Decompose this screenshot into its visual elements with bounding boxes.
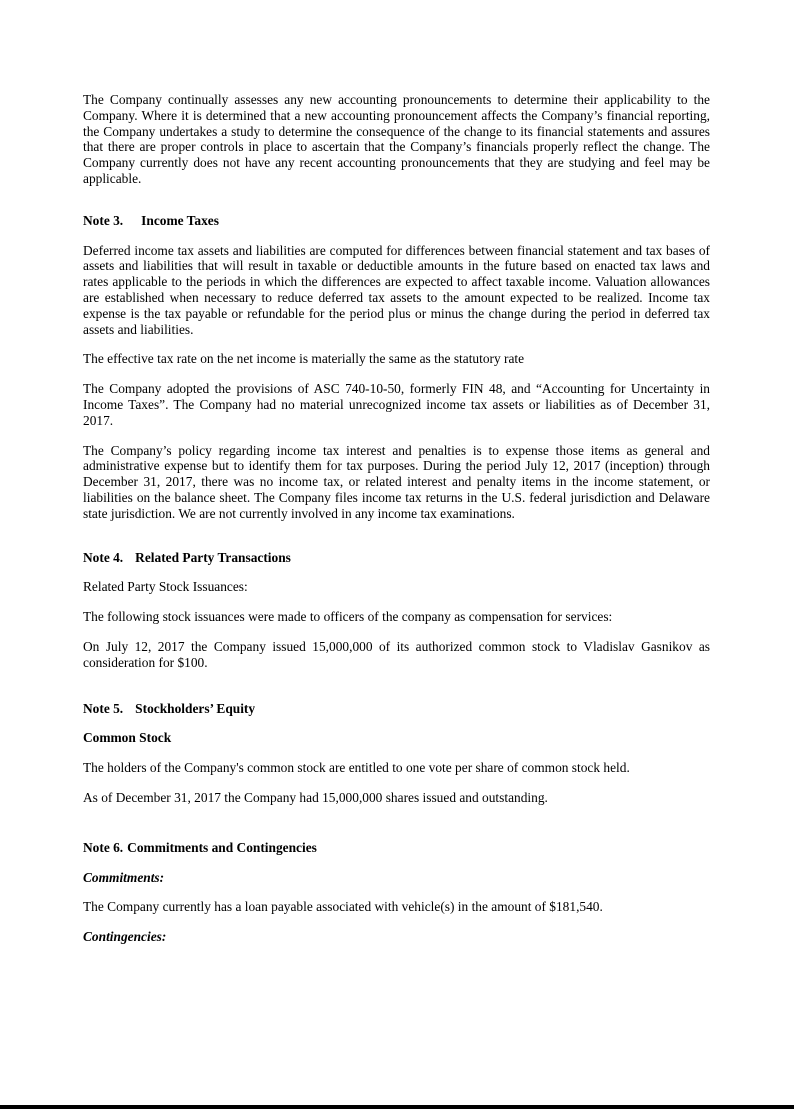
paragraph-stock-issuances-intro: The following stock issuances were made to officers of the company as compensation for services:	[83, 609, 613, 625]
paragraph-accounting-pronouncements: The Company continually assesses any new accounting pronouncements to determine their applicability to the Company. Where it is determined that a new accounting pronouncement affects the Company’s financial reporting, the Company undertakes a study to determine the consequence of the change to its financial statements and assures that there are proper controls in place to ascertain that the Company’s financials properly reflect the change. The Company currently does not have any recent accounting pronouncements that they are studying and feel may be applicable.	[83, 92, 710, 186]
page-content	[83, 92, 710, 959]
paragraph-asc-adoption: The Company adopted the provisions of ASC 740-10-50, formerly FIN 48, and “Accounting for Uncertainty in Income Taxes”. The Company had no material unrecognized income tax assets or liabilities as of December 31, 2017.	[83, 381, 710, 428]
paragraph-voting-rights: The holders of the Company's common stock are entitled to one vote per share of common stock held.	[83, 760, 630, 776]
heading-note-5	[83, 701, 710, 717]
note-5-label: Note 5.	[83, 700, 124, 716]
paragraph-stock-issuance-detail: On July 12, 2017 the Company issued 15,000,000 of its authorized common stock to Vladislav Gasnikov as consideration for $100.	[83, 638, 710, 670]
paragraph-stock-issuances-label: Related Party Stock Issuances:	[83, 579, 248, 595]
subheading-contingencies: Contingencies:	[83, 929, 167, 945]
page-bottom-rule	[0, 1105, 794, 1109]
note-3-label: Note 3.	[83, 212, 124, 228]
heading-note-6	[83, 840, 710, 856]
heading-note-4	[83, 550, 710, 566]
note-4-title: Related Party Transactions	[135, 549, 291, 565]
note-6-label: Note 6.	[83, 839, 124, 855]
paragraph-deferred-income-tax: Deferred income tax assets and liabilities are computed for differences between financial statement and tax bases of assets and liabilities that will result in taxable or deductible amounts in the future based on enacted tax laws and rates applicable to the periods in which the differences are expected to affect taxable income. Valuation allowances are established when necessary to reduce deferred tax assets to the amount expected to be realized. Income tax expense is the tax payable or refundable for the period plus or minus the change during the period in deferred tax assets and liabilities.	[83, 242, 710, 337]
paragraph-shares-outstanding: As of December 31, 2017 the Company had 15,000,000 shares issued and outstanding.	[83, 789, 548, 805]
note-3-title: Income Taxes	[141, 212, 219, 228]
paragraph-effective-tax-rate: The effective tax rate on the net income is materially the same as the statutory rate	[83, 351, 525, 367]
paragraph-loan-payable: The Company currently has a loan payable associated with vehicle(s) in the amount of $181,540.	[83, 899, 603, 915]
note-4-label: Note 4.	[83, 549, 124, 565]
heading-note-3	[83, 213, 710, 229]
paragraph-tax-policy: The Company’s policy regarding income tax interest and penalties is to expense those items as general and administrative expense but to identify them for tax purposes. During the period July 12, 2017 (inception) through December 31, 2017, there was no income tax, or related interest and penalty items in the income statement, or liabilities on the balance sheet. The Company files income tax returns in the U.S. federal jurisdiction and Delaware state jurisdiction. We are not currently involved in any income tax examinations.	[83, 442, 710, 521]
subheading-common-stock: Common Stock	[83, 730, 172, 746]
note-6-title: Commitments and Contingencies	[127, 839, 317, 855]
note-5-title: Stockholders’ Equity	[135, 700, 256, 716]
subheading-commitments: Commitments:	[83, 869, 165, 885]
